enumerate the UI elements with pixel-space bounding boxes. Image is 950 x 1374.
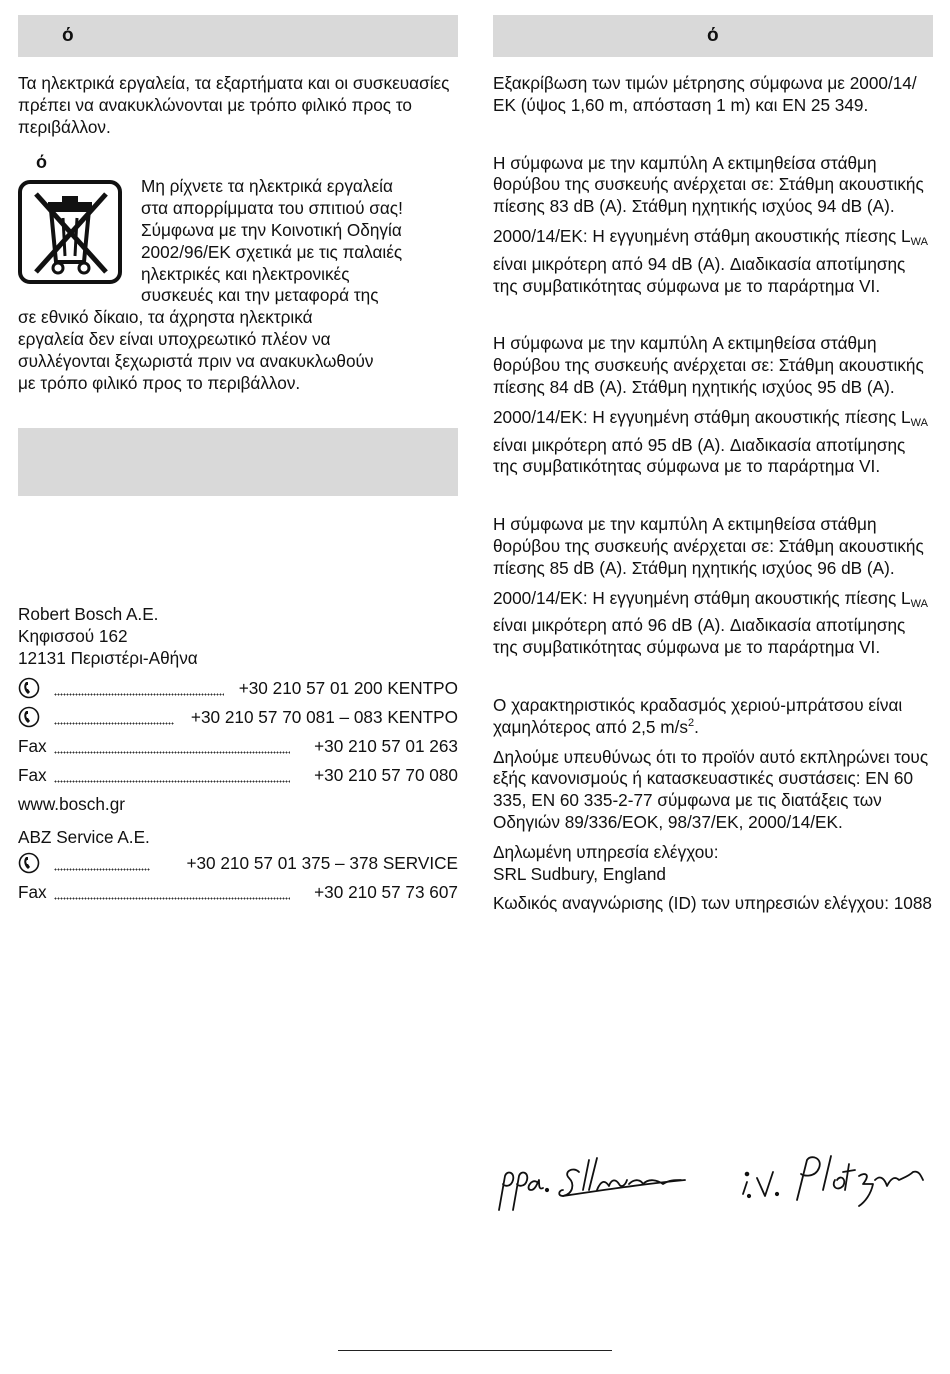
directive-text-a: 2000/14/ΕΚ: Η εγγυημένη στάθμη ακουστικής πίεσης L (493, 587, 911, 608)
weee-line: σε εθνικό δίκαιο, τα άχρηστα ηλεκτρικά (18, 307, 313, 328)
notified-body-value: SRL Sudbury, England (493, 863, 666, 884)
vibration-text (493, 695, 933, 739)
fax-number: +30 210 57 70 080 (314, 764, 458, 785)
eu-subheading: ό (36, 152, 47, 173)
left-column (18, 15, 458, 907)
service-name: ABZ Service A.E. (18, 826, 150, 847)
crossed-bin-icon (18, 180, 122, 284)
noise-level-text: Η σύμφωνα με την καμπύλη A εκτιμηθείσα στάθμη θορύβου της συσκευής ανέρχεται σε: Στάθμη ακουστικής πίεσης 83 dB (A). Στάθμη ηχητικής ισχύος 94 dB (A). (493, 152, 924, 217)
specs-header-title: ό (707, 25, 719, 46)
phone-row (18, 849, 458, 878)
id-text: Κωδικός αναγνώρισης (ID) των υπηρεσιών ελέγχου: 1088 (493, 893, 932, 914)
phone-icon (18, 852, 40, 874)
directive-subscript: WA (910, 235, 928, 248)
leader-dots (54, 703, 174, 732)
noise-block (493, 514, 933, 659)
disposal-header-title: ό (62, 25, 74, 46)
disposal-intro: Τα ηλεκτρικά εργαλεία, τα εξαρτήματα και οι συσκευασίες πρέπει να ανακυκλώνονται με τρόπο φιλικό προς το περιβάλλον. (18, 73, 450, 137)
directive-text (493, 588, 933, 659)
company-address (18, 604, 458, 669)
directive-subscript: WA (910, 416, 928, 429)
phone-row (18, 674, 458, 703)
conformity-declaration: Δηλούμε υπευθύνως ότι το προϊόν αυτό εκπληρώνει τους εξής κανονισμούς ή κατασκευαστικές συστάσεις: EN 60 335, EN 60 335-2-77 σύμφωνα με τις διατάξεις των Οδηγιών 89/336/ΕΟΚ, 98/37/ΕΚ, 2000/14/ΕΚ. (493, 746, 929, 832)
directive-text (493, 226, 933, 297)
leader-dots (54, 849, 150, 878)
notified-body-label: Δηλωμένη υπηρεσία ελέγχου: (493, 841, 719, 862)
weee-line: στα απορρίμματα του σπιτιού σας! (141, 198, 403, 219)
vibration-text-b: . (694, 716, 699, 737)
fax-row (18, 732, 458, 761)
weee-section (18, 176, 458, 394)
leader-dots (54, 732, 290, 761)
leader-dots (54, 878, 290, 907)
phone-icon (18, 677, 40, 699)
fax-number: +30 210 57 73 607 (314, 881, 458, 902)
website-link[interactable]: www.bosch.gr (18, 793, 125, 814)
fax-label: Fax (18, 764, 47, 785)
weee-line: συσκευές και την μεταφορά της (141, 285, 379, 306)
noise-level-text: Η σύμφωνα με την καμπύλη A εκτιμηθείσα στάθμη θορύβου της συσκευής ανέρχεται σε: Στάθμη ακουστικής πίεσης 84 dB (A). Στάθμη ηχητικής ισχύος 95 dB (A). (493, 333, 924, 397)
weee-line: Μη ρίχνετε τα ηλεκτρικά εργαλεία (141, 176, 393, 197)
bottom-divider (338, 1350, 612, 1351)
phone-icon (18, 706, 40, 728)
noise-level-text: Η σύμφωνα με την καμπύλη A εκτιμηθείσα στάθμη θορύβου της συσκευής ανέρχεται σε: Στάθμη ακουστικής πίεσης 85 dB (A). Στάθμη ηχητικής ισχύος 96 dB (A). (493, 514, 924, 578)
phone-number: +30 210 57 70 081 – 083 ΚΕΝΤΡΟ (190, 706, 458, 727)
specs-header-bar (493, 15, 933, 57)
noise-block (493, 333, 933, 478)
service-header-bar (18, 428, 458, 496)
weee-line: συλλέγονται ξεχωριστά πριν να ανακυκλωθούν (18, 350, 374, 371)
right-column (493, 15, 933, 915)
noise-block (493, 153, 933, 298)
notified-body (493, 842, 933, 886)
fax-label: Fax (18, 881, 47, 902)
directive-text-b: είναι μικρότερη από 96 dB (A). Διαδικασία αποτίμησης της συμβατικότητας σύμφωνα με το παράρτημα VI. (493, 615, 906, 658)
disposal-header-bar (18, 15, 458, 57)
phone-number: +30 210 57 01 200 ΚΕΝΤΡΟ (238, 677, 458, 698)
fax-row (18, 761, 458, 790)
leader-dots (54, 674, 224, 703)
fax-row (18, 878, 458, 907)
weee-line: εργαλεία δεν είναι υποχρεωτικό πλέον να (18, 328, 331, 349)
weee-line: με τρόπο φιλικό προς το περιβάλλον. (18, 372, 301, 393)
leader-dots (54, 761, 290, 790)
fax-number: +30 210 57 01 263 (314, 735, 458, 756)
directive-text-b: είναι μικρότερη από 95 dB (A). Διαδικασία αποτίμησης της συμβατικότητας σύμφωνα με το παράρτημα VI. (493, 434, 906, 477)
directive-text-a: 2000/14/ΕΚ: Η εγγυημένη στάθμη ακουστικής πίεσης L (493, 225, 911, 246)
directive-text (493, 407, 933, 478)
company-street: Κηφισσού 162 (18, 626, 128, 647)
company-name: Robert Bosch A.E. (18, 604, 159, 625)
directive-text-b: είναι μικρότερη από 94 dB (A). Διαδικασία αποτίμησης της συμβατικότητας σύμφωνα με το παράρτημα VI. (493, 253, 906, 296)
weee-line: ηλεκτρικές και ηλεκτρονικές (141, 263, 350, 284)
directive-subscript: WA (910, 597, 928, 610)
vibration-text-a: Ο χαρακτηριστικός κραδασμός χεριού-μπράτσου είναι χαμηλότερος από 2,5 m/s (493, 694, 903, 737)
company-city: 12131 Περιστέρι-Αθήνα (18, 647, 198, 668)
phone-number: +30 210 57 01 375 – 378 SERVICE (186, 852, 458, 873)
vibration-superscript: 2 (687, 716, 695, 729)
weee-line: 2002/96/ΕΚ σχετικά με τις παλαιές (141, 241, 403, 262)
fax-label: Fax (18, 735, 47, 756)
measure-intro: Εξακρίβωση των τιμών μέτρησης σύμφωνα με 2000/14/ΕΚ (ύψος 1,60 m, απόσταση 1 m) και EN 25 349. (493, 73, 917, 115)
signature-image (493, 1150, 933, 1220)
phone-row (18, 703, 458, 732)
directive-text-a: 2000/14/ΕΚ: Η εγγυημένη στάθμη ακουστικής πίεσης L (493, 406, 911, 427)
weee-line: Σύμφωνα με την Κοινοτική Οδηγία (141, 219, 402, 240)
